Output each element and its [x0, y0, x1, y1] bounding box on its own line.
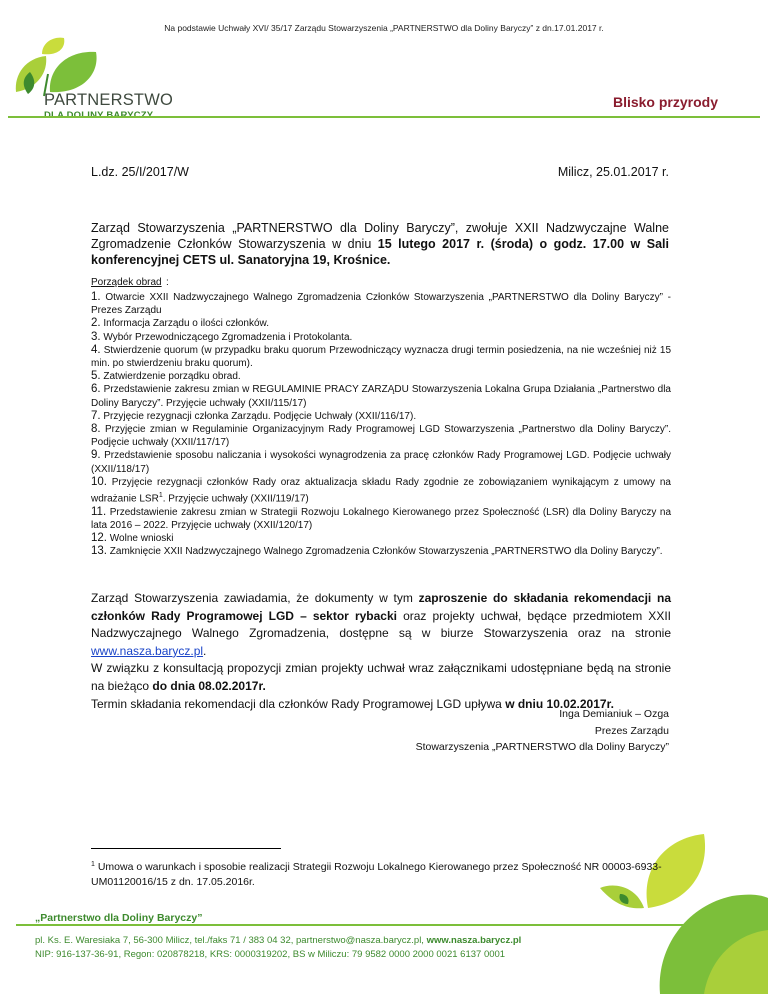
agenda-item-text: Przyjęcie rezygnacji członków Rady oraz aktualizacja składu Rady zgodnie ze zobowiązaniem wynikającym z umowy na wdrażanie LSR: [91, 476, 671, 505]
intro-date-place: 15 lutego 2017 r. (środa) o godz. 17.00 w Sali konferencyjnej CETS ul. Sanatoryjna 19, Krośnice.: [91, 237, 669, 267]
agenda-item: [91, 410, 671, 423]
decorative-leaf-bird-graphic: [586, 798, 768, 994]
footer-website: www.nasza.barycz.pl: [426, 935, 522, 946]
signatory-organization: Stowarzyszenia „PARTNERSTWO dla Doliny Baryczy”: [415, 741, 669, 753]
agenda-item-text-continued: . Przyjęcie uchwały (XXII/119/17): [162, 493, 309, 505]
header-divider: [8, 116, 760, 118]
notice-emphasis: zaproszenie do składania rekomendacji na członków Rady Programowej LGD – sektor rybacki: [91, 591, 671, 623]
agenda-item-number: 3.: [91, 330, 101, 343]
footer-registration-ids: NIP: 916-137-36-91, Regon: 020878218, KRS: 0000319202, BS w Miliczu: 79 9582 0000 2000 0021 6137 0001: [35, 949, 506, 960]
agenda-item-text: Stwierdzenie quorum (w przypadku braku quorum Przewodniczący wyznacza drugi termin posiedzenia, na nie wcześniej niż 15 min. po stwierdzeniu braku quorum).: [91, 344, 672, 370]
agenda-item: [91, 532, 671, 545]
agenda-item-text: Informacja Zarządu o ilości członków.: [103, 318, 269, 330]
place-date: Milicz, 25.01.2017 r.: [557, 165, 669, 179]
intro-paragraph: [91, 220, 669, 268]
footnote: [91, 857, 671, 890]
agenda-item: [91, 423, 671, 449]
agenda-title-colon: :: [166, 277, 169, 288]
intro-text: Zarząd Stowarzyszenia „PARTNERSTWO dla Doliny Baryczy”, zwołuje XXII Nadzwyczajne Walne Zgromadzenie Członków Stowarzyszenia w dniu: [91, 221, 669, 251]
agenda-item: [91, 506, 671, 532]
header-note: Na podstawie Uchwały XVI/ 35/17 Zarządu Stowarzyszenia „PARTNERSTWO dla Doliny Baryczy” z dn.17.01.2017 r.: [164, 23, 604, 33]
agenda-title: [91, 277, 162, 288]
agenda-item-number: 12.: [91, 531, 107, 544]
agenda-item-text: Przedstawienie sposobu naliczania i wysokości wynagrodzenia za pracę członków Rady Programowej LGD. Podjęcie uchwały (XXII/118/17): [91, 450, 671, 475]
agenda-item: [91, 545, 671, 558]
agenda-item-text: Przyjęcie rezygnacji członka Zarządu. Podjęcie Uchwały (XXII/116/17).: [103, 410, 417, 422]
agenda-item: [91, 370, 671, 383]
agenda-item: [91, 291, 671, 317]
footer-address: [35, 935, 521, 946]
agenda-item: [91, 476, 671, 506]
agenda-item-number: 2.: [91, 317, 101, 330]
notice-paragraph-documents: [91, 590, 671, 660]
agenda-item-text: Wybór Przewodniczącego Zgromadzenia i Protokolanta.: [103, 331, 353, 343]
agenda-item: [91, 317, 671, 330]
agenda-item-number: 9.: [91, 449, 101, 462]
agenda-item-text: Przyjęcie zmian w Regulaminie Organizacyjnym Rady Programowej LGD Stowarzyszenia „Partnerstwo dla Doliny Baryczy”. Podjęcie uchwały (XXII/117/17): [91, 424, 671, 449]
footnote-reference: 1: [158, 492, 163, 500]
agenda-item-text: Przedstawienie zakresu zmian w REGULAMINIE PRACY ZARZĄDU Stowarzyszenia Lokalna Grupa Działania „Partnerstwo dla Doliny Baryczy”. Przyjęcie uchwały (XXII/115/17): [91, 384, 671, 409]
agenda-item-number: 5.: [91, 370, 101, 383]
notice-paragraph-consultation: [91, 660, 671, 695]
agenda-item: [91, 383, 671, 409]
notice-text: Zarząd Stowarzyszenia zawiadamia, że dokumenty w tym: [91, 591, 419, 605]
notice-text: W związku z konsultacją propozycji zmian projekty uchwał wraz załącznikami udostępniane będą na stronie na bieżąco: [91, 661, 671, 693]
notice-deadline: do dnia 08.02.2017r.: [152, 678, 266, 693]
footnote-text: Umowa o warunkach i sposobie realizacji Strategii Rozwoju Lokalnego Kierowanego przez Społeczność NR 00003-6933-UM01120016/15 z dn. 17.05.2016r.: [91, 861, 662, 888]
agenda-item: [91, 344, 671, 370]
notice-block: [91, 590, 671, 713]
footer-address-text: pl. Ks. E. Waresiaka 7, 56-300 Milicz, tel./faks 71 / 383 04 32, partnerstwo@nasza.barycz.pl,: [35, 935, 427, 946]
footer-organization: „Partnerstwo dla Doliny Baryczy”: [35, 912, 208, 924]
signatory-role: Prezes Zarządu: [594, 724, 669, 737]
agenda-item-number: 4.: [91, 343, 101, 356]
notice-text: Termin składania rekomendacji dla członków Rady Programowej LGD upływa: [91, 696, 506, 711]
tagline: Blisko przyrody: [612, 94, 718, 110]
agenda-item-number: 1.: [91, 291, 101, 303]
agenda-item-text: Otwarcie XXII Nadzwyczajnego Walnego Zgromadzenia Członków Stowarzyszenia „PARTNERSTWO dla Doliny Baryczy” - Prezes Zarządu: [91, 292, 671, 317]
agenda-item-text: Przedstawienie zakresu zmian w Strategii Rozwoju Lokalnego Kierowanego przez Społeczność (LSR) dla Doliny Baryczy na lata 2016 – 2022. Przyjęcie uchwały (XXII/120/17): [91, 506, 672, 531]
signatory-name: Inga Demianiuk – Ozga: [559, 708, 669, 720]
footer-divider: [16, 924, 760, 926]
signature-block: [416, 706, 669, 756]
footnote-divider: [91, 848, 281, 849]
agenda-list: [91, 291, 671, 558]
agenda-item-number: 10.: [91, 475, 107, 488]
agenda-item-number: 7.: [91, 409, 101, 422]
notice-text: oraz projekty uchwał, będące przedmiotem XXII Nadzwyczajnego Walnego Zgromadzenia, dostępne są w biurze Stowarzyszenia oraz na stronie: [91, 608, 671, 641]
agenda-item-number: 11.: [91, 505, 107, 518]
reference-number: L.dz. 25/I/2017/W: [91, 165, 189, 179]
footnote-number: 1: [91, 861, 95, 868]
logo-wordmark: PARTNERSTWO: [44, 91, 174, 109]
agenda-item-text: Zamknięcie XXII Nadzwyczajnego Walnego Zgromadzenia Członków Stowarzyszenia „PARTNERSTWO dla Doliny Baryczy”.: [109, 546, 663, 558]
agenda-item-number: 13.: [91, 545, 107, 558]
agenda-item-number: 8.: [91, 423, 101, 436]
website-link[interactable]: www.nasza.barycz.pl: [91, 643, 204, 658]
agenda-item-number: 6.: [91, 383, 101, 396]
agenda-item: [91, 449, 671, 475]
agenda-item-text: Wolne wnioski: [109, 532, 174, 544]
notice-deadline: w dniu 10.02.2017r.: [505, 696, 614, 711]
notice-text: .: [203, 643, 207, 658]
agenda-item-text: Zatwierdzenie porządku obrad.: [103, 371, 241, 383]
agenda-title-text: Porządek obrad: [91, 277, 162, 288]
agenda-item: [91, 331, 671, 344]
